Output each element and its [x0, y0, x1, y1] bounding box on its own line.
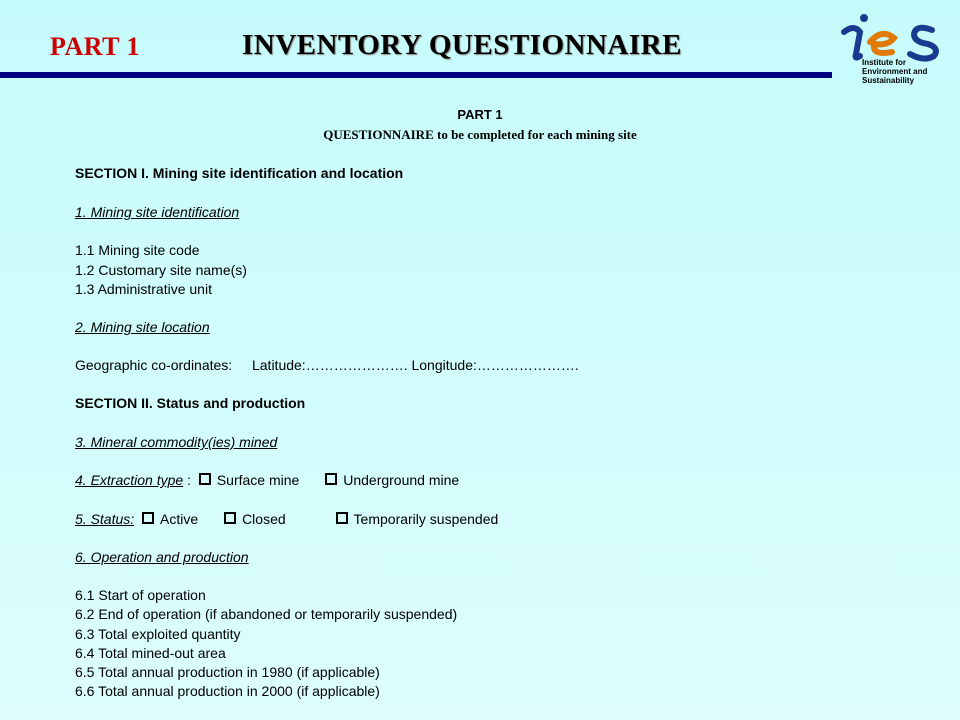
checkbox-surface-mine[interactable]	[199, 473, 211, 485]
item-6-4: 6.4 Total mined-out area	[75, 645, 226, 661]
item-6-2: 6.2 End of operation (if abandoned or temporarily suspended)	[75, 606, 458, 622]
option-active: Active	[160, 511, 199, 527]
heading-extraction-type: 4. Extraction type	[75, 472, 184, 488]
item-6-6: 6.6 Total annual production in 2000 (if applicable)	[75, 683, 380, 699]
item-6-1: 6.1 Start of operation	[75, 587, 206, 603]
section-1-heading: SECTION I. Mining site identification and location	[75, 165, 404, 181]
geo-label: Geographic co-ordinates:	[75, 357, 233, 373]
header-part-label: PART 1	[50, 32, 140, 61]
item-6-3: 6.3 Total exploited quantity	[75, 626, 241, 642]
heading-mining-site-identification: 1. Mining site identification	[75, 204, 240, 220]
item-1-1: 1.1 Mining site code	[75, 242, 200, 258]
logo-line: Environment and	[862, 67, 928, 76]
logo-line: Sustainability	[862, 76, 915, 85]
extraction-type-row	[75, 472, 459, 488]
option-surface-mine: Surface mine	[216, 472, 300, 488]
logo-caption	[862, 58, 927, 85]
option-temporarily-suspended: Temporarily suspended	[353, 511, 499, 527]
option-closed: Closed	[242, 511, 286, 527]
heading-mining-site-location: 2. Mining site location	[75, 319, 210, 335]
item-1-3: 1.3 Administrative unit	[75, 281, 212, 297]
heading-operation-production: 6. Operation and production	[75, 549, 249, 565]
checkbox-underground-mine[interactable]	[325, 473, 337, 485]
header-rule	[0, 72, 832, 78]
geo-coordinates-row	[75, 357, 579, 373]
heading-status: 5. Status:	[75, 511, 135, 527]
logo-line: Institute for	[862, 58, 906, 67]
option-underground-mine: Underground mine	[343, 472, 460, 488]
heading-mineral-commodity: 3. Mineral commodity(ies) mined	[75, 434, 278, 450]
latitude-field[interactable]: Latitude:………………….	[251, 357, 408, 373]
doc-part: PART 1	[457, 107, 503, 122]
doc-subtitle: QUESTIONNAIRE to be completed for each mining site	[323, 127, 637, 142]
item-6-5: 6.5 Total annual production in 1980 (if applicable)	[75, 664, 380, 680]
extraction-separator: :	[183, 472, 195, 488]
longitude-field[interactable]: Longitude:………………….	[411, 357, 579, 373]
checkbox-closed[interactable]	[224, 512, 236, 524]
checkbox-active[interactable]	[142, 512, 154, 524]
section-2-heading: SECTION II. Status and production	[75, 395, 306, 411]
checkbox-temporarily-suspended[interactable]	[336, 512, 348, 524]
status-row	[75, 511, 498, 527]
item-1-2: 1.2 Customary site name(s)	[75, 262, 247, 278]
page-title: INVENTORY QUESTIONNAIRE	[242, 29, 682, 61]
